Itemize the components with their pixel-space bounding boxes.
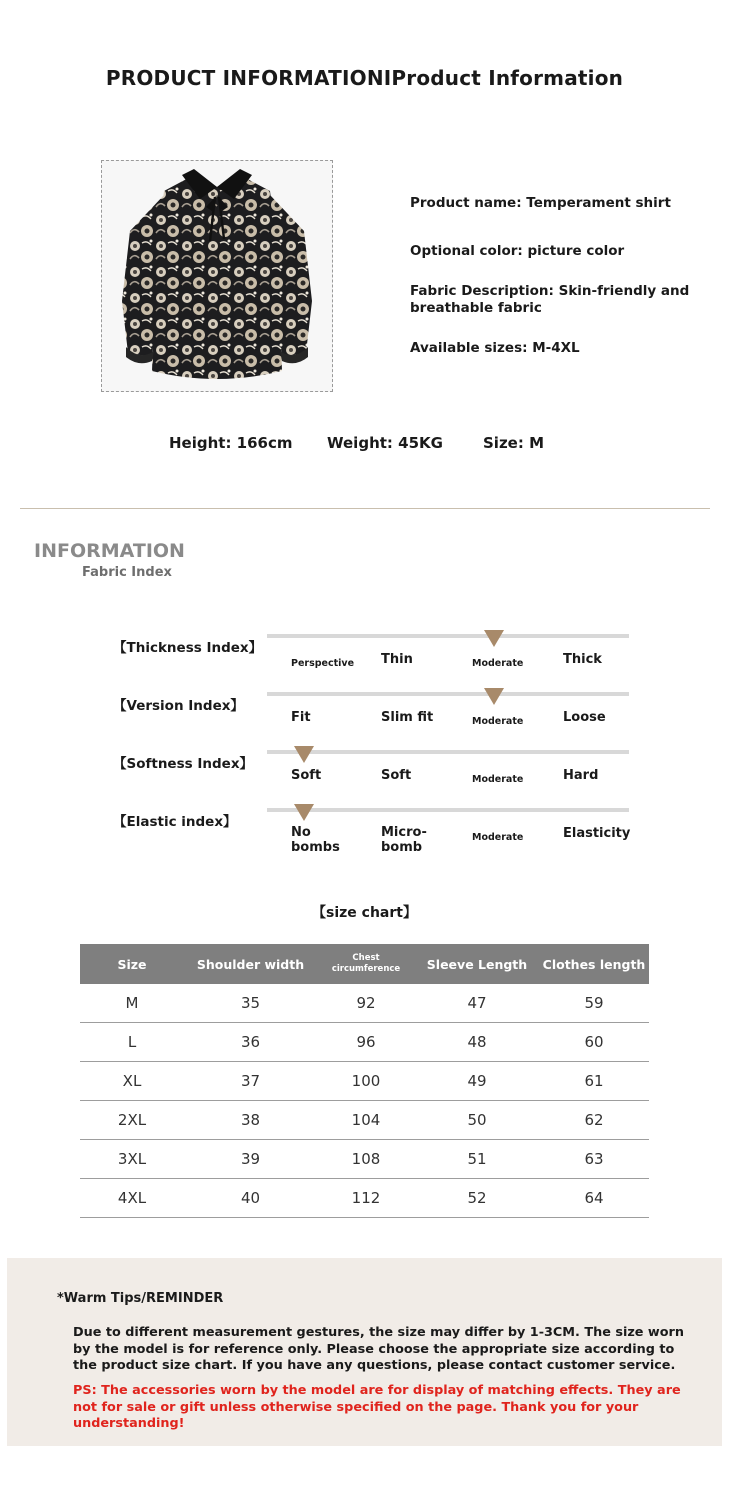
table-cell: 92 xyxy=(317,984,415,1023)
table-cell: 4XL xyxy=(80,1179,184,1218)
table-row xyxy=(80,1140,649,1179)
table-cell: 37 xyxy=(184,1062,317,1101)
fabric-index-subtitle: Fabric Index xyxy=(82,565,172,580)
table-cell: 60 xyxy=(539,1023,649,1062)
information-title: INFORMATION xyxy=(34,540,185,562)
table-cell: 3XL xyxy=(80,1140,184,1179)
table-cell: 50 xyxy=(415,1101,539,1140)
product-fabric: Fabric Description: Skin-friendly and breathable fabric xyxy=(410,283,690,316)
product-name: Product name: Temperament shirt xyxy=(410,195,671,211)
table-cell: 2XL xyxy=(80,1101,184,1140)
warm-tips-ps: PS: The accessories worn by the model are for display of matching effects. They are not for sale or gift unless otherwise specified on the page. Thank you for your understanding! xyxy=(73,1383,681,1431)
index-option: Slim fit xyxy=(381,710,434,725)
table-cell: 104 xyxy=(317,1101,415,1140)
table-row xyxy=(80,1062,649,1101)
section-divider xyxy=(20,508,710,509)
index-option: Thick xyxy=(563,652,602,667)
table-cell: 40 xyxy=(184,1179,317,1218)
table-cell: 38 xyxy=(184,1101,317,1140)
header-size: Size xyxy=(80,944,184,984)
table-cell: 49 xyxy=(415,1062,539,1101)
table-cell: 108 xyxy=(317,1140,415,1179)
index-option: Hard xyxy=(563,768,599,783)
index-label: 【Thickness Index】 xyxy=(113,640,263,656)
size-chart-title: 【size chart】 xyxy=(312,905,417,921)
index-track xyxy=(267,692,629,696)
table-header-row xyxy=(80,944,649,984)
model-height: Height: 166cm xyxy=(169,434,293,452)
index-label: 【Elastic index】 xyxy=(113,814,237,830)
product-color: Optional color: picture color xyxy=(410,243,625,259)
index-marker xyxy=(294,746,314,763)
table-cell: 51 xyxy=(415,1140,539,1179)
index-option: Fit xyxy=(291,710,311,725)
header-sleeve-length: Sleeve Length xyxy=(415,944,539,984)
index-marker xyxy=(484,688,504,705)
table-cell: 63 xyxy=(539,1140,649,1179)
index-track xyxy=(267,750,629,754)
table-cell: L xyxy=(80,1023,184,1062)
warm-tips-title: *Warm Tips/REMINDER xyxy=(57,1291,224,1306)
index-label: 【Version Index】 xyxy=(113,698,244,714)
product-image xyxy=(101,160,333,392)
table-row xyxy=(80,1023,649,1062)
table-cell: 112 xyxy=(317,1179,415,1218)
index-label: 【Softness Index】 xyxy=(113,756,254,772)
index-option: No bombs xyxy=(291,825,340,855)
size-chart-table xyxy=(80,944,649,1218)
header-shoulder-width: Shoulder width xyxy=(184,944,317,984)
index-marker xyxy=(294,804,314,821)
model-size: Size: M xyxy=(483,434,544,452)
table-cell: 35 xyxy=(184,984,317,1023)
index-track xyxy=(267,808,629,812)
index-option: Elasticity xyxy=(563,826,631,841)
index-option: Moderate xyxy=(472,832,524,843)
product-sizes: Available sizes: M-4XL xyxy=(410,340,580,356)
index-option: Loose xyxy=(563,710,606,725)
header-clothes-length: Clothes length xyxy=(539,944,649,984)
page-title: PRODUCT INFORMATIONIProduct Information xyxy=(105,66,624,90)
table-row xyxy=(80,984,649,1023)
index-option: Moderate xyxy=(472,716,524,727)
table-cell: 48 xyxy=(415,1023,539,1062)
index-marker xyxy=(484,630,504,647)
index-option: Soft xyxy=(381,768,412,783)
table-cell: 59 xyxy=(539,984,649,1023)
table-cell: 64 xyxy=(539,1179,649,1218)
index-option: Soft xyxy=(291,768,322,783)
index-option: Moderate xyxy=(472,658,524,669)
table-cell: 100 xyxy=(317,1062,415,1101)
table-cell: 61 xyxy=(539,1062,649,1101)
warm-tips-body: Due to different measurement gestures, the size may differ by 1-3CM. The size worn by the model is for reference only. Please choose the appropriate size according to the product size chart. If you have any questions, please contact customer service. xyxy=(73,1325,684,1373)
table-cell: 47 xyxy=(415,984,539,1023)
floral-shirt-illustration xyxy=(102,161,332,391)
table-cell: 36 xyxy=(184,1023,317,1062)
index-option: Perspective xyxy=(291,658,355,669)
index-track xyxy=(267,634,629,638)
table-cell: 52 xyxy=(415,1179,539,1218)
table-cell: XL xyxy=(80,1062,184,1101)
table-cell: 62 xyxy=(539,1101,649,1140)
table-row xyxy=(80,1179,649,1218)
index-option: Micro-bomb xyxy=(381,825,427,855)
table-cell: M xyxy=(80,984,184,1023)
table-cell: 39 xyxy=(184,1140,317,1179)
model-weight: Weight: 45KG xyxy=(327,434,443,452)
table-row xyxy=(80,1101,649,1140)
index-option: Thin xyxy=(381,652,413,667)
header-chest-circumference: Chest circumference xyxy=(317,944,415,984)
table-cell: 96 xyxy=(317,1023,415,1062)
index-option: Moderate xyxy=(472,774,524,785)
